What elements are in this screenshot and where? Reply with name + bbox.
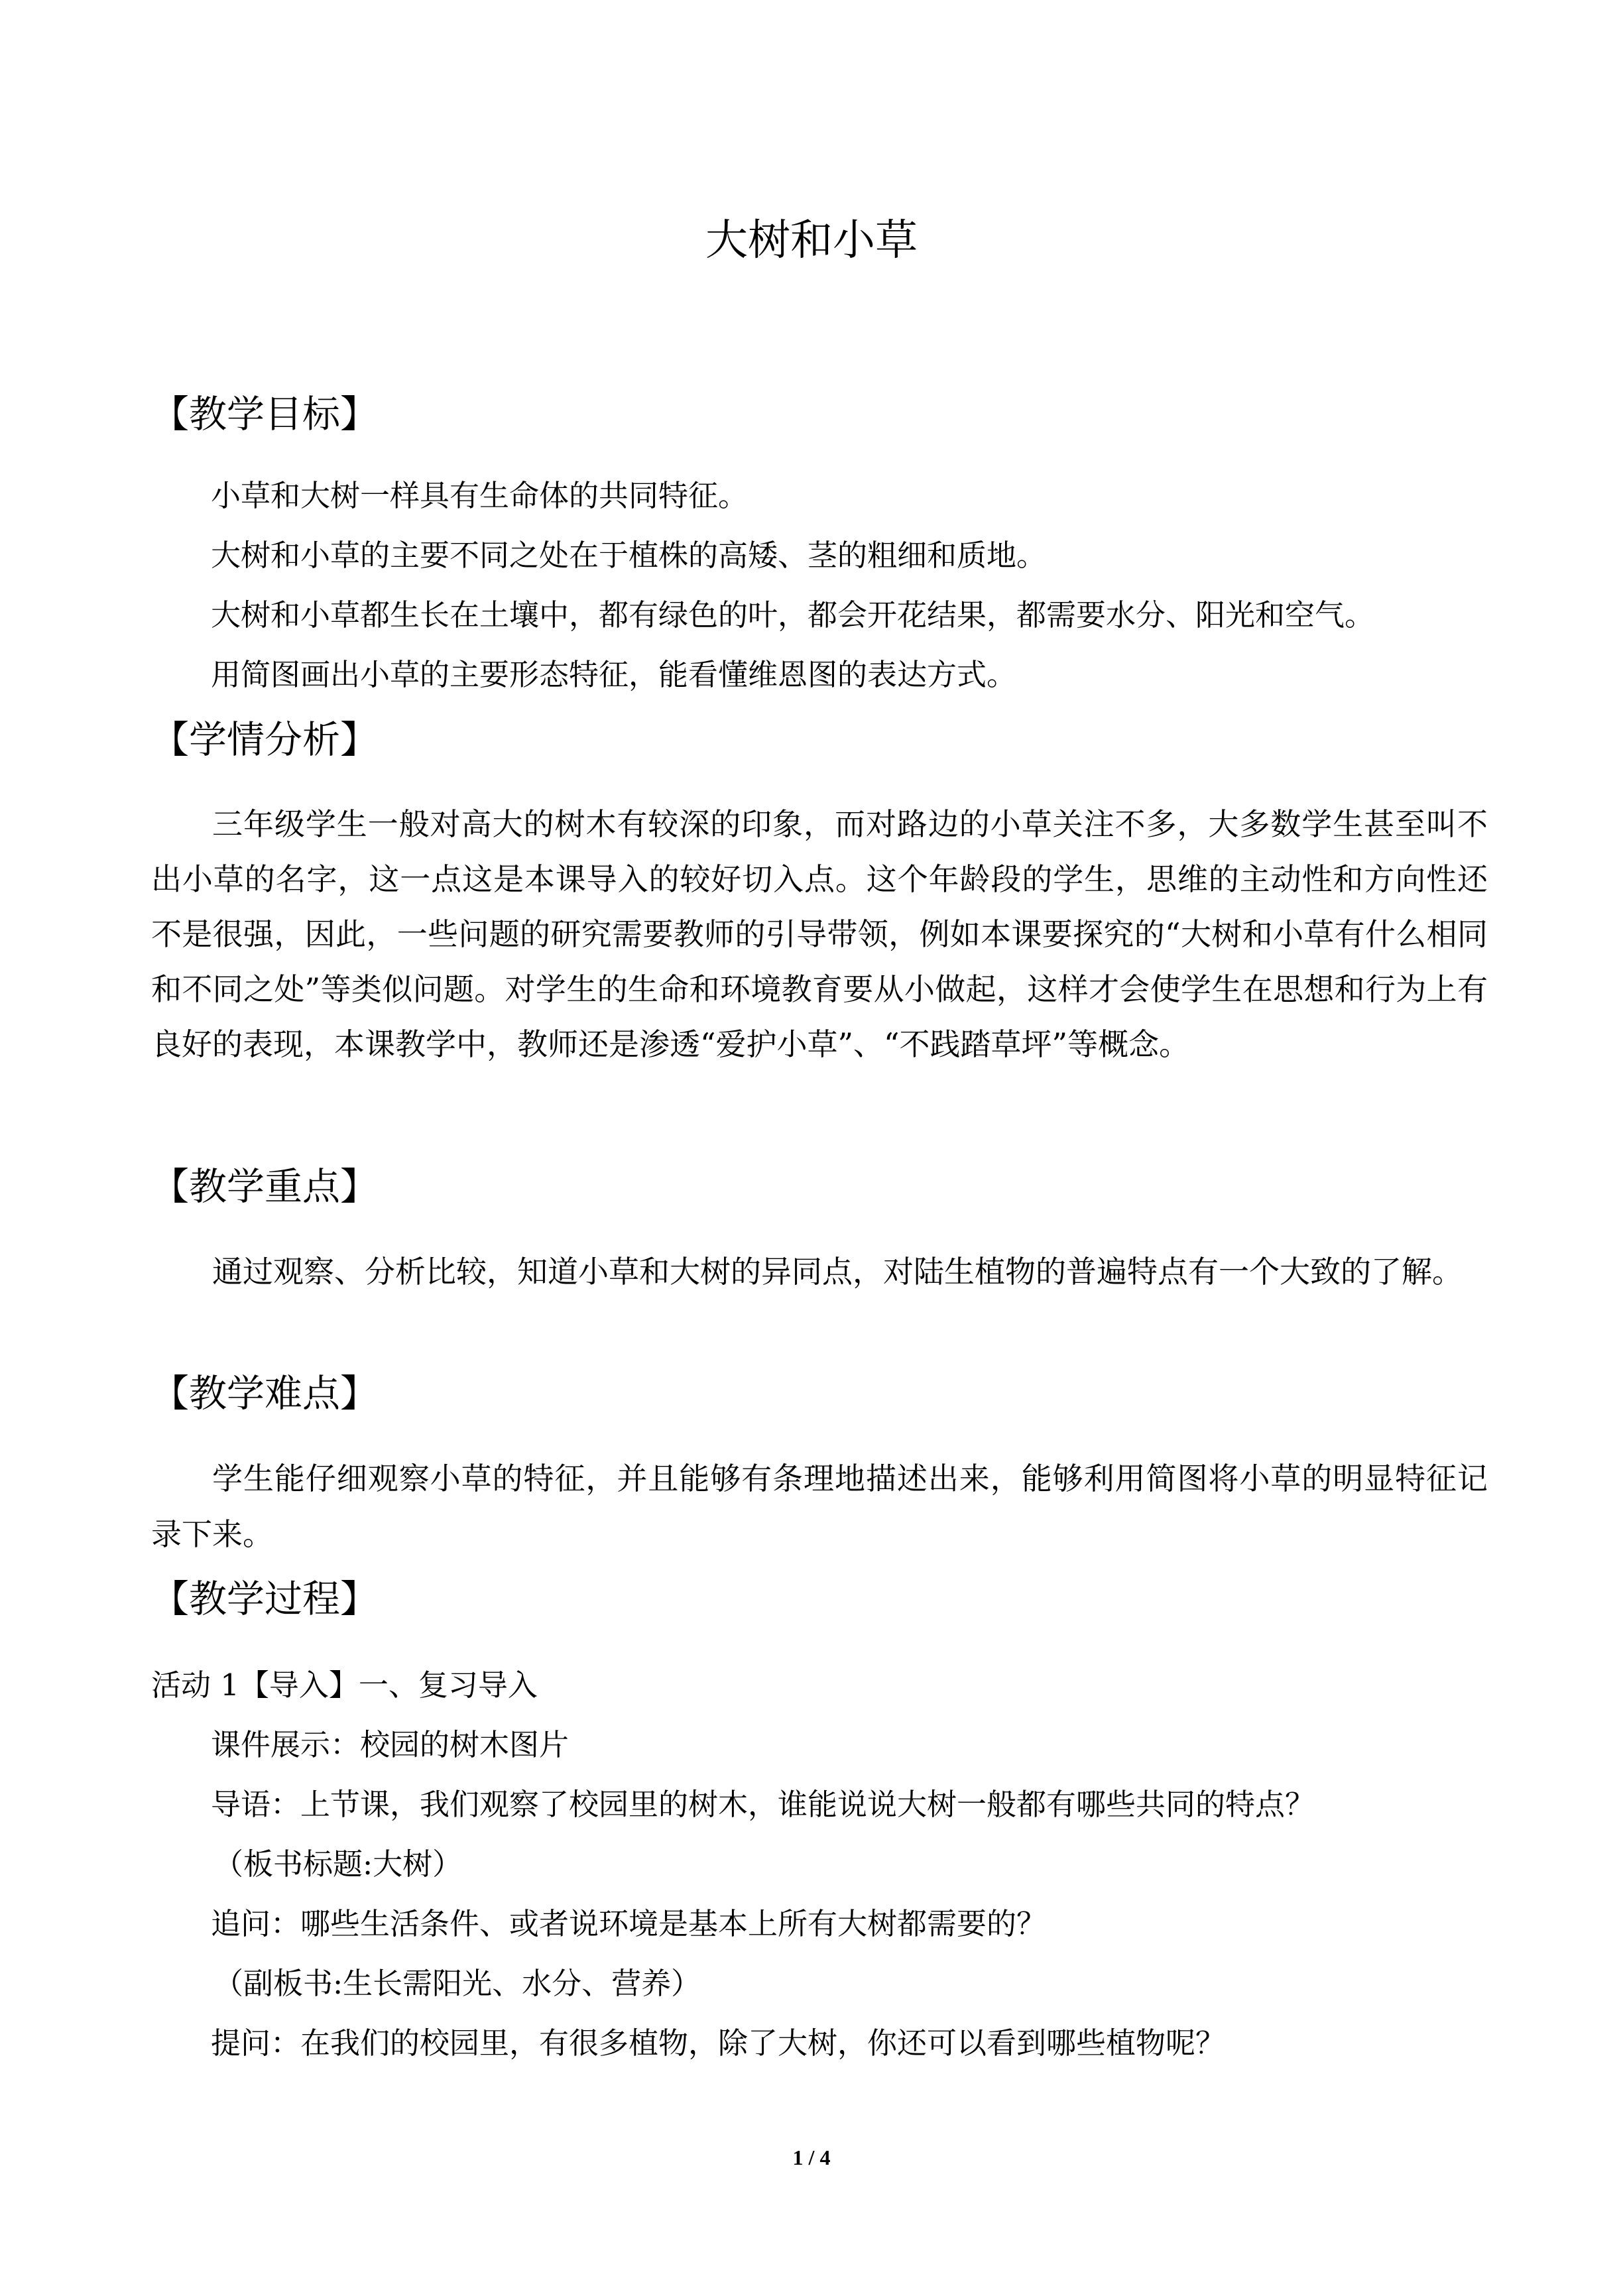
process-line: 提问：在我们的校园里，有很多植物，除了大树，你还可以看到哪些植物呢？ xyxy=(211,2025,1226,2061)
page-title: 大树和小草 xyxy=(705,216,918,265)
section-heading-process: 【教学过程】 xyxy=(151,1577,378,1621)
process-line: （副板书:生长需阳光、水分、营养） xyxy=(213,1966,701,2001)
objective-line: 大树和小草的主要不同之处在于植株的高矮、茎的粗细和质地。 xyxy=(211,538,1047,573)
section-heading-objectives: 【教学目标】 xyxy=(151,393,378,436)
objective-line: 大树和小草都生长在土壤中，都有绿色的叶，都会开花结果，都需要水分、阳光和空气。 xyxy=(211,597,1375,633)
analysis-paragraph: 三年级学生一般对高大的树木有较深的印象，而对路边的小草关注不多，大多数学生甚至叫不出小草的名字，这一点这是本课导入的较好切入点。这个年龄段的学生，思维的主动性和方向性还不是很强，因此，一些问题的研究需要教师的引导带领，例如本课要探究的“大树和小草有什么相同和不同之处”等类似问题。对学生的生命和环境教育要从小做起，这样才会使学生在思想和行为上有良好的表现，本课教学中，教师还是渗透“爱护小草”、“不践踏草坪”等概念。 xyxy=(151,806,1488,1062)
objective-line: 用简图画出小草的主要形态特征，能看懂维恩图的表达方式。 xyxy=(211,657,1017,692)
process-line: 追问：哪些生活条件、或者说环境是基本上所有大树都需要的？ xyxy=(211,1906,1047,1941)
objective-line: 小草和大树一样具有生命体的共同特征。 xyxy=(211,478,749,513)
process-line: 导语：上节课，我们观察了校园里的树木，谁能说说大树一般都有哪些共同的特点？ xyxy=(211,1787,1315,1822)
key-points-paragraph: 通过观察、分析比较，知道小草和大树的异同点，对陆生植物的普遍特点有一个大致的了解。 xyxy=(212,1254,1463,1290)
section-heading-analysis: 【学情分析】 xyxy=(151,718,378,762)
difficulties-paragraph: 学生能仔细观察小草的特征，并且能够有条理地描述出来，能够利用简图将小草的明显特征记录下来。 xyxy=(151,1461,1488,1552)
activity-title: 活动 1【导入】一、复习导入 xyxy=(151,1667,538,1703)
section-heading-difficulties: 【教学难点】 xyxy=(151,1372,378,1416)
process-line: 课件展示：校园的树木图片 xyxy=(211,1727,570,1762)
process-line: （板书标题:大树） xyxy=(213,1846,463,1882)
page-number: 1 / 4 xyxy=(792,2145,831,2169)
section-heading-key-points: 【教学重点】 xyxy=(151,1165,378,1209)
